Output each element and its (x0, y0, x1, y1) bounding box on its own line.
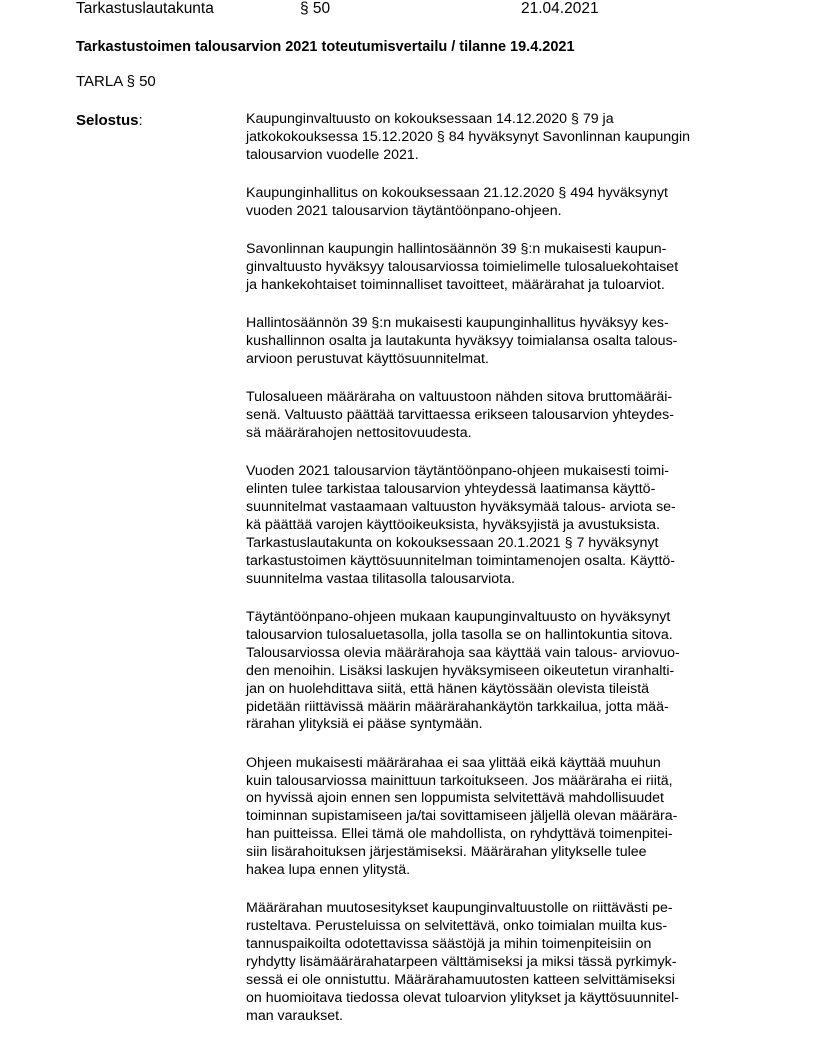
paragraph-line: Hallintosäännön 39 §:n mukaisesti kaupunginhallitus hyväksyy kes- (246, 315, 669, 332)
paragraph-line: ryhdytty lisämäärärahatarpeen välttämiseksi ja miksi tässä pyrkimyk- (246, 953, 677, 970)
paragraph-line: rärahan ylityksiä ei pääse syntymään. (246, 716, 483, 733)
header-date: 21.04.2021 (521, 0, 599, 17)
section-label-text: Selostus (76, 112, 139, 129)
body-paragraph (246, 900, 766, 1025)
paragraph-line: Tulosalueen määräraha on valtuustoon nähden sitova bruttomääräi- (246, 389, 673, 406)
paragraph-line: Savonlinnan kaupungin hallintosäännön 39 §:n mukaisesti kaupun- (246, 241, 667, 258)
paragraph-line: sä määrärahojen nettositovuudesta. (246, 425, 472, 442)
body-paragraph (246, 609, 766, 734)
paragraph-gap (246, 443, 766, 463)
body-paragraph (246, 389, 766, 443)
paragraph-line: jatkokokouksessa 15.12.2020 § 84 hyväksynyt Savonlinnan kaupungin (246, 128, 691, 145)
paragraph-gap (246, 369, 766, 389)
paragraph-line: talousarvion tulosaluetasolla, jolla tasolla se on hallintokuntia sitova. (246, 626, 673, 643)
paragraph-line: man varaukset. (246, 1007, 343, 1024)
selostus-body (246, 111, 766, 1026)
header-section: § 50 (300, 0, 331, 17)
paragraph-line: kä päättää varojen käyttöoikeuksista, hyväksyjistä ja avustuksista. (246, 517, 661, 534)
paragraph-line: Vuoden 2021 talousarvion täytäntöönpano-ohjeen mukaisesti toimi- (246, 463, 670, 480)
body-paragraph (246, 111, 766, 165)
paragraph-line: Tarkastuslautakunta on kokouksessaan 20.1.2021 § 7 hyväksynyt (246, 534, 659, 551)
paragraph-line: pidetään riittävissä määrin määrärahankäytön tarkkailua, jotta mää- (246, 698, 669, 715)
paragraph-gap (246, 165, 766, 185)
section-label (76, 111, 143, 131)
body-paragraph (246, 755, 766, 880)
paragraph-line: senä. Valtuusto päättää tarvittaessa erikseen talousarvion yhteydes- (246, 407, 674, 424)
body-paragraph (246, 185, 766, 221)
paragraph-line: tannuspaikoilta odotettavissa säästöjä ja mihin toimenpiteisiin on (246, 936, 652, 953)
paragraph-line: kuin talousarviossa mainittuun tarkoitukseen. Jos määräraha ei riitä, (246, 772, 673, 789)
paragraph-line: ja hankekohtaiset toiminnalliset tavoitteet, määrärahat ja tuloarviot. (246, 277, 665, 294)
paragraph-line: den menoihin. Lisäksi laskujen hyväksymiseen oikeutetun viranhalti- (246, 662, 675, 679)
paragraph-line: arvioon perustuvat käyttösuunnitelmat. (246, 351, 489, 368)
paragraph-line: toiminnan supistamiseen ja/tai sovittamiseen jäljellä olevan määrära- (246, 808, 678, 825)
paragraph-line: ginvaltuusto hyväksyy talousarviossa toimielimelle tulosaluekohtaiset (246, 259, 679, 276)
body-paragraph (246, 241, 766, 295)
paragraph-line: suunnitelma vastaa tilitasolla talousarviota. (246, 570, 515, 587)
paragraph-gap (246, 880, 766, 900)
paragraph-line: han puitteissa. Ellei tämä ole mahdollista, on ryhdyttävä toimenpitei- (246, 826, 673, 843)
paragraph-line: on huomioitava tiedossa olevat tuloarvion ylitykset ja käyttösuunnitel- (246, 989, 679, 1006)
paragraph-line: talousarvion vuodelle 2021. (246, 146, 419, 163)
paragraph-gap (246, 221, 766, 241)
paragraph-line: sessä ei ole onnistuttu. Määrärahamuutosten katteen selvittämiseksi (246, 971, 675, 988)
paragraph-line: Ohjeen mukaisesti määrärahaa ei saa ylittää eikä käyttää muuhun (246, 754, 661, 771)
paragraph-gap (246, 589, 766, 609)
paragraph-line: Kaupunginvaltuusto on kokouksessaan 14.12.2020 § 79 ja (246, 111, 614, 127)
paragraph-line: jan on huolehdittava siitä, että hänen käytössään olevista tileistä (246, 680, 650, 697)
header-organization: Tarkastuslautakunta (76, 0, 214, 17)
paragraph-gap (246, 734, 766, 754)
paragraph-line: Määrärahan muutosesitykset kaupunginvaltuustolle on riittävästi pe- (246, 900, 673, 917)
paragraph-line: tarkastustoimen käyttösuunnitelman toimintamenojen osalta. Käyttö- (246, 552, 675, 569)
paragraph-line: rusteltava. Perusteluissa on selvitettävä, onko toimialan muilta kus- (246, 918, 668, 935)
reference-code: TARLA § 50 (76, 73, 156, 90)
paragraph-line: vuoden 2021 talousarvion täytäntöönpano-ohjeen. (246, 202, 562, 219)
paragraph-line: kushallinnon osalta ja lautakunta hyväksyy toimialansa osalta talous- (246, 333, 678, 350)
document-title: Tarkastustoimen talousarvion 2021 toteutumisvertailu / tilanne 19.4.2021 (76, 39, 575, 55)
body-paragraph (246, 463, 766, 588)
paragraph-line: Täytäntöönpano-ohjeen mukaan kaupunginvaltuusto on hyväksynyt (246, 609, 671, 626)
paragraph-line: elinten tulee tarkistaa talousarvion yhteydessä laatimansa käyttö- (246, 481, 656, 498)
paragraph-line: siin lisärahoituksen järjestämiseksi. Määrärahan ylitykselle tulee (246, 844, 647, 861)
body-paragraph (246, 315, 766, 369)
paragraph-line: on hyvissä ajoin ennen sen loppumista selvitettävä mahdollisuudet (246, 790, 664, 807)
paragraph-line: suunnitelmat vastaamaan valtuuston hyväksymää talous- arviota se- (246, 499, 676, 516)
section-label-colon: : (138, 112, 143, 129)
paragraph-line: Kaupunginhallitus on kokouksessaan 21.12.2020 § 494 hyväksynyt (246, 185, 668, 202)
paragraph-gap (246, 295, 766, 315)
paragraph-line: Talousarviossa olevia määrärahoja saa käyttää vain talous- arviovuo- (246, 644, 680, 661)
paragraph-line: hakea lupa ennen ylitystä. (246, 862, 411, 879)
